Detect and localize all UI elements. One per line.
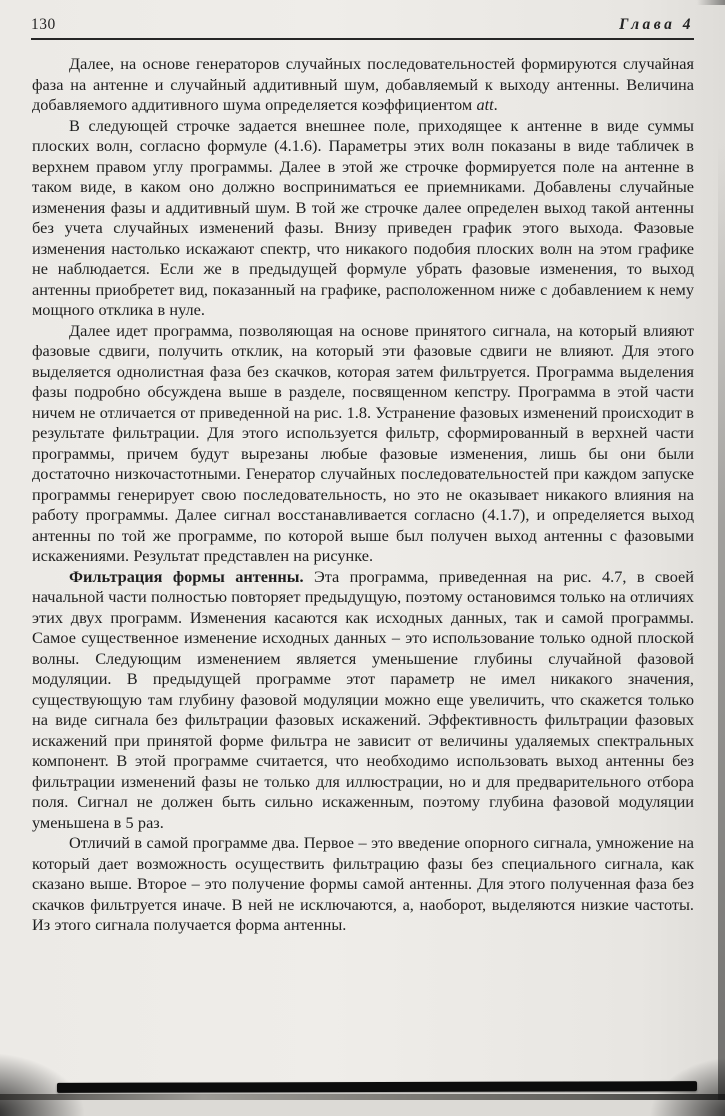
paragraph <box>32 54 694 116</box>
paragraph-text: В следующей строчке задается внешнее поле, приходящее к антенне в виде суммы плоских волн, согласно формуле (4.1.6). Параметры этих волн показаны в виде табличек в верхнем правом углу программы. Далее в этой же строчке формируется поле на антенне в таком виде, в каком оно должно восприниматься ее приемниками. Добавлены случайные изменения фазы и аддитивный шум. В той же строчке далее определен выход такой антенны без учета случайных изменений фазы. Внизу приведен график этого выхода. Фазовые изменения настолько искажают спектр, что никакого подобия плоских волн на этом графике не наблюдается. Если же в предыдущей формуле убрать фазовые изменения, то выход антенны приобретет вид, показанный на графике, расположенном ниже с добавлением к нему мощного отклика в нуле. <box>32 115 694 319</box>
chapter-heading: Глава 4 <box>619 16 694 33</box>
paragraph <box>32 833 694 936</box>
paragraph <box>32 321 694 567</box>
paragraph-text: att <box>476 95 494 114</box>
page-body <box>32 54 694 936</box>
paragraph-text: Эта программа, приведенная на рис. 4.7, в своей начальной части полностью повторяет предыдущую, поэтому остановимся только на отличиях этих двух программ. Изменения касаются как исходных данных, так и самой программы. Самое существенное изменение исходных данных – это использование только одной плоской волны. Следующим изменением является уменьшение глубины случайной фазовой модуляции. В предыдущей программе этот параметр не имел никакого значения, существующую там глубину фазовой модуляции можно еще увеличить, что скажется только на виде сигнала без фильтрации фазовых искажений. Эффективность фильтрации фазовых искажений при принятой форме фильтра не зависит от величины удаляемых спектральных компонент. В этой программе считается, что необходимо использовать выход антенны без фильтрации изменений фазы не только для иллюстрации, но и для предварительного отбора поля. Сигнал не должен быть сильно искаженным, поэтому глубина фазовой модуляции уменьшена в 5 раз. <box>32 566 694 832</box>
paragraph <box>32 116 694 321</box>
paragraph-text: Далее, на основе генераторов случайных последовательностей формируются случайная фаза на антенне и случайный аддитивный шум, добавляемый к выходу антенны. Величина добавляемого аддитивного шума определяется коэффициентом <box>32 54 694 114</box>
scan-artifact-top-right <box>697 0 725 5</box>
scan-artifact-bottom-bar <box>57 1081 697 1093</box>
page-header <box>31 16 694 34</box>
scan-artifact-bottom-edge <box>0 1094 725 1100</box>
scan-artifact-right-edge <box>718 140 725 1100</box>
header-rule <box>31 38 694 40</box>
paragraph-text: Отличий в самой программе два. Первое – это введение опорного сигнала, умножение на который дает возможность осуществить фильтрацию фазы без специального сигнала, как сказано выше. Второе – это получение формы самой антенны. Для этого полученная фаза без скачков фильтруется иначе. В ней не исключаются, а, наоборот, выделяются низкие частоты. Из этого сигнала получается форма антенны. <box>32 833 694 934</box>
paragraph-text: Далее идет программа, позволяющая на основе принятого сигнала, на который влияют фазовые сдвиги, получить отклик, на который эти фазовые сдвиги не влияют. Для этого выделяется однолистная фаза без скачков, которая затем фильтруется. Программа выделения фазы подробно обсуждена выше в разделе, посвященном кепстру. Программа в этой части ничем не отличается от приведенной на рис. 1.8. Устранение фазовых изменений происходит в результате фильтрации. Для этого используется фильтр, сформированный в верхней части программы, причем будут вырезаны любые фазовые изменения, лишь бы они были достаточно низкочастотными. Генератор случайных последовательностей при каждом запуске программы генерирует свою последовательность, но это не оказывает никакого влияния на работу программы. Далее сигнал восстанавливается согласно (4.1.7), и определяется выход антенны по той же программе, по которой выше был получен выход антенны с фазовыми искажениями. Результат представлен на рисунке. <box>32 320 694 565</box>
page-number: 130 <box>31 16 56 33</box>
paragraph-text: Фильтрация формы антенны. <box>69 566 304 586</box>
paragraph-text: . <box>493 95 498 114</box>
paragraph <box>32 567 694 834</box>
